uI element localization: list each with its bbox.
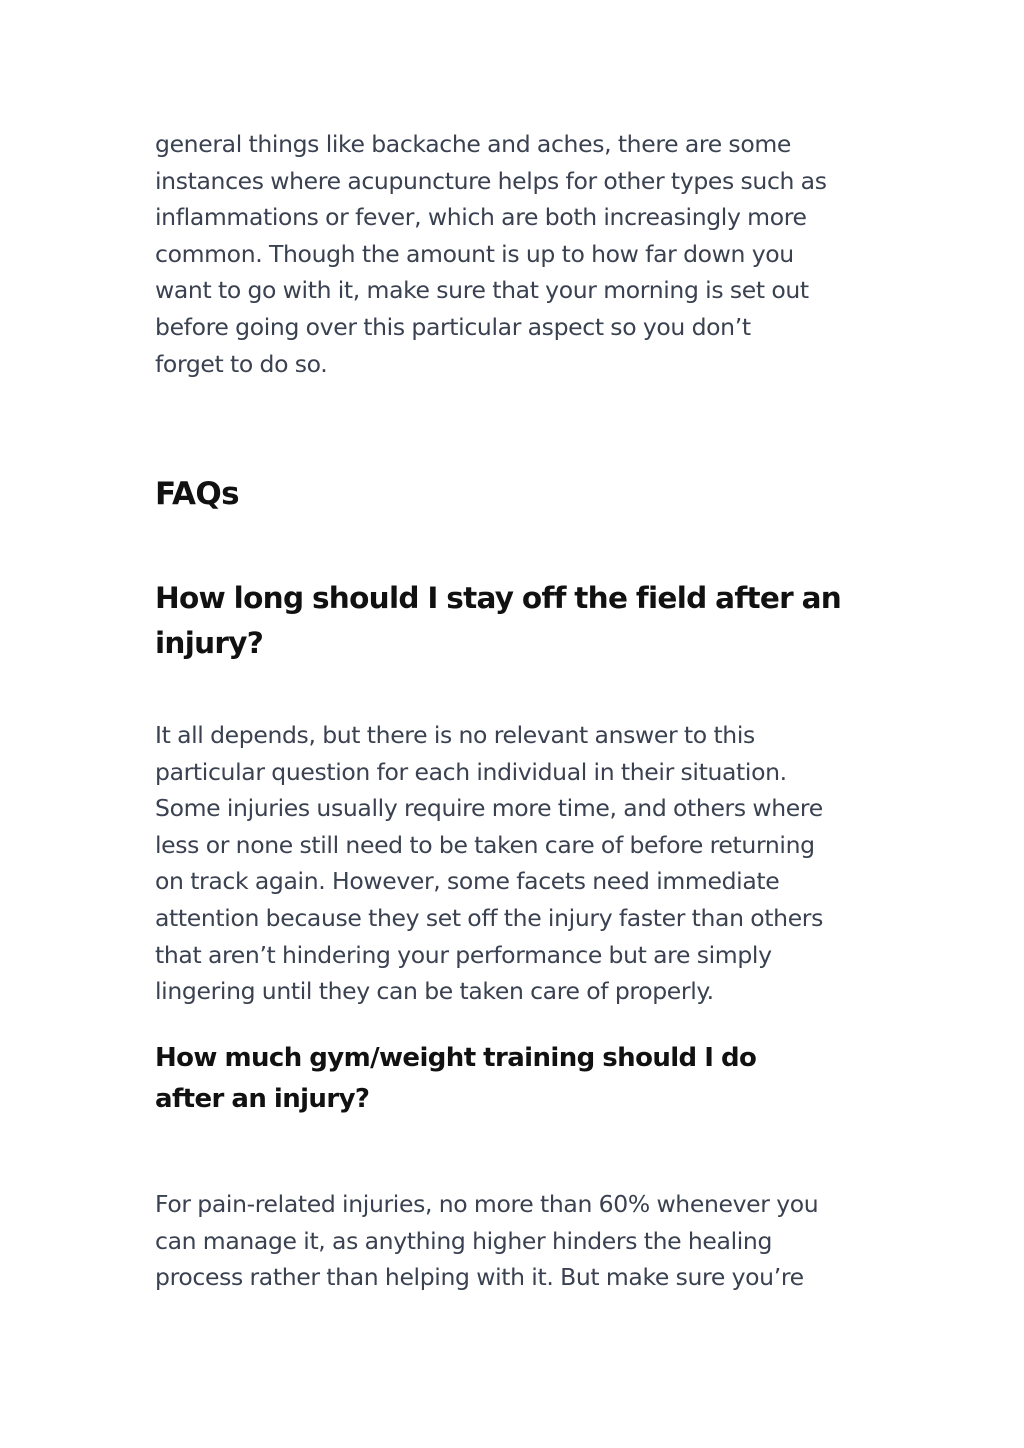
paragraph-line: forget to do so. xyxy=(155,349,328,378)
faq-answer-gym-training xyxy=(155,1186,818,1296)
paragraph-line: before going over this particular aspect so you don’t xyxy=(155,312,751,341)
paragraph-line: on track again. However, some facets need immediate xyxy=(155,867,780,896)
faqs-heading: FAQs xyxy=(155,476,240,512)
question-line: after an injury? xyxy=(155,1084,370,1114)
paragraph-line: less or none still need to be taken care of before returning xyxy=(155,830,815,859)
document-page xyxy=(155,0,875,1448)
paragraph-line: particular question for each individual in their situation. xyxy=(155,757,787,786)
paragraph-line: can manage it, as anything higher hinders the healing xyxy=(155,1226,773,1255)
paragraph-line: want to go with it, make sure that your morning is set out xyxy=(155,276,809,305)
paragraph-line: common. Though the amount is up to how far down you xyxy=(155,239,794,268)
question-line: How long should I stay off the field after an xyxy=(155,581,842,615)
paragraph-line: For pain-related injuries, no more than 60% whenever you xyxy=(155,1190,819,1218)
paragraph-line: attention because they set off the injury faster than others xyxy=(155,903,824,932)
paragraph-line: lingering until they can be taken care of properly. xyxy=(155,977,714,1006)
paragraph-line: inflammations or fever, which are both increasingly more xyxy=(155,203,807,232)
faq-question-stay-off-field xyxy=(155,576,841,666)
question-line: How much gym/weight training should I do xyxy=(155,1043,757,1073)
paragraph-line: It all depends, but there is no relevant answer to this xyxy=(155,721,755,749)
faq-answer-stay-off-field xyxy=(155,717,823,1010)
question-line: injury? xyxy=(155,626,264,660)
paragraph-line: process rather than helping with it. But make sure you’re xyxy=(155,1263,804,1292)
intro-paragraph xyxy=(155,126,827,382)
paragraph-line: instances where acupuncture helps for other types such as xyxy=(155,166,827,195)
paragraph-line: general things like backache and aches, there are some xyxy=(155,130,792,158)
paragraph-line: that aren’t hindering your performance but are simply xyxy=(155,940,772,969)
paragraph-line: Some injuries usually require more time, and others where xyxy=(155,794,823,823)
faq-question-gym-training xyxy=(155,1038,756,1120)
